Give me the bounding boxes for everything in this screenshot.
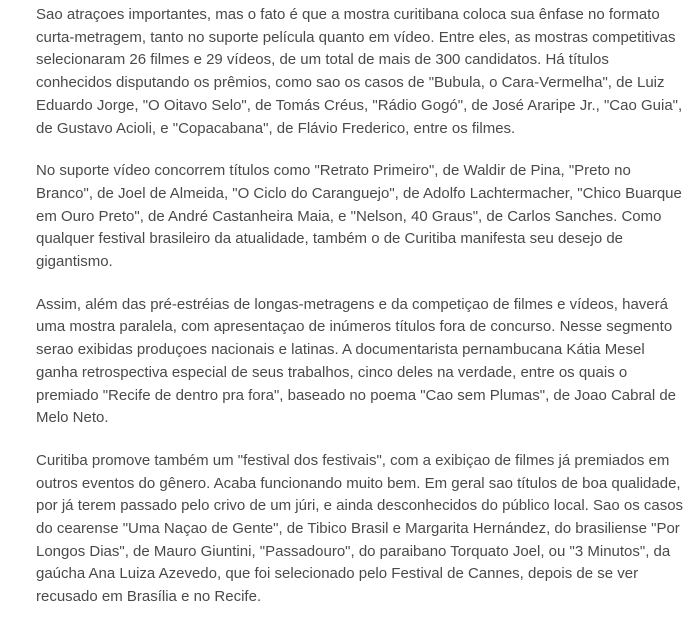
text-line: recusado em Brasília e no Recife. (36, 588, 262, 606)
paragraph-4 (36, 450, 690, 609)
text-line: premiado "Recife de dentro pra fora", baseado no poema "Cao sem Plumas", de Joao Cabral de (36, 386, 676, 404)
text-line: Sao atraçoes importantes, mas o fato é que a mostra curitibana coloca sua ênfase no formato (36, 6, 660, 23)
text-line: outros eventos do gênero. Acaba funcionando muito bem. Em geral sao títulos de boa qualidade, (36, 474, 681, 492)
text-line: Melo Neto. (36, 409, 109, 427)
text-line: conhecidos disputando os prêmios, como sao os casos de "Bubula, o Cara-Vermelha", de Luiz (36, 74, 665, 92)
text-line: Longos Dias", de Mauro Giuntini, "Passadouro", do paraibano Torquato Joel, ou "3 Minutos", da (36, 542, 671, 560)
article-body (36, 4, 690, 629)
text-line: Branco", de Joel de Almeida, "O Ciclo do Caranguejo", de Adolfo Lachtermacher, "Chico Buarque (36, 184, 682, 202)
text-line: de Gustavo Acioli, e "Copacabana", de Flávio Frederico, entre os filmes. (36, 119, 516, 137)
text-line: qualquer festival brasileiro da atualidade, também o de Curitiba manifesta seu desejo de (36, 230, 624, 248)
text-line: No suporte vídeo concorrem títulos como "Retrato Primeiro", de Waldir de Pina, "Preto no (36, 162, 631, 180)
text-line: serao exibidas produçoes nacionais e latinas. A documentarista pernambucana Kátia Mesel (36, 341, 645, 359)
text-line: Curitiba promove também um "festival dos festivais", com a exibiçao de filmes já premiados em (36, 451, 670, 469)
text-line: curta-metragem, tanto no suporte película quanto em vídeo. Entre eles, as mostras competitivas (36, 28, 676, 46)
text-line: por já terem passado pelo crivo de um júri, e ainda desconhecidos do público local. Sao os casos (36, 497, 684, 515)
text-line: gaúcha Ana Luiza Azevedo, que foi selecionado pelo Festival de Cannes, depois de se ver (36, 565, 639, 583)
paragraph-3 (36, 294, 690, 430)
text-line: gigantismo. (36, 253, 113, 271)
text-line: selecionaram 26 filmes e 29 vídeos, de um total de mais de 300 candidatos. Há títulos (36, 51, 609, 69)
text-line: Eduardo Jorge, "O Oitavo Selo", de Tomás Créus, "Rádio Gogó", de José Araripe Jr., "Cao Guia", (36, 96, 683, 114)
text-line: do cearense "Uma Naçao de Gente", de Tibico Brasil e Margarita Hernández, do brasiliense "Por (36, 520, 680, 538)
text-line: em Ouro Preto", de André Castanheira Maia, e "Nelson, 40 Graus", de Carlos Sanches. Como (36, 207, 662, 225)
text-line: Assim, além das pré-estréias de longas-metragens e da competiçao de filmes e vídeos, haverá (36, 295, 668, 313)
paragraph-2 (36, 160, 690, 274)
paragraph-1 (36, 4, 690, 140)
text-line: ganha retrospectiva especial de seus trabalhos, cinco deles na verdade, entre os quais o (36, 363, 628, 381)
text-line: uma mostra paralela, com apresentaçao de inúmeros títulos fora de concurso. Nesse segmento (36, 318, 673, 336)
